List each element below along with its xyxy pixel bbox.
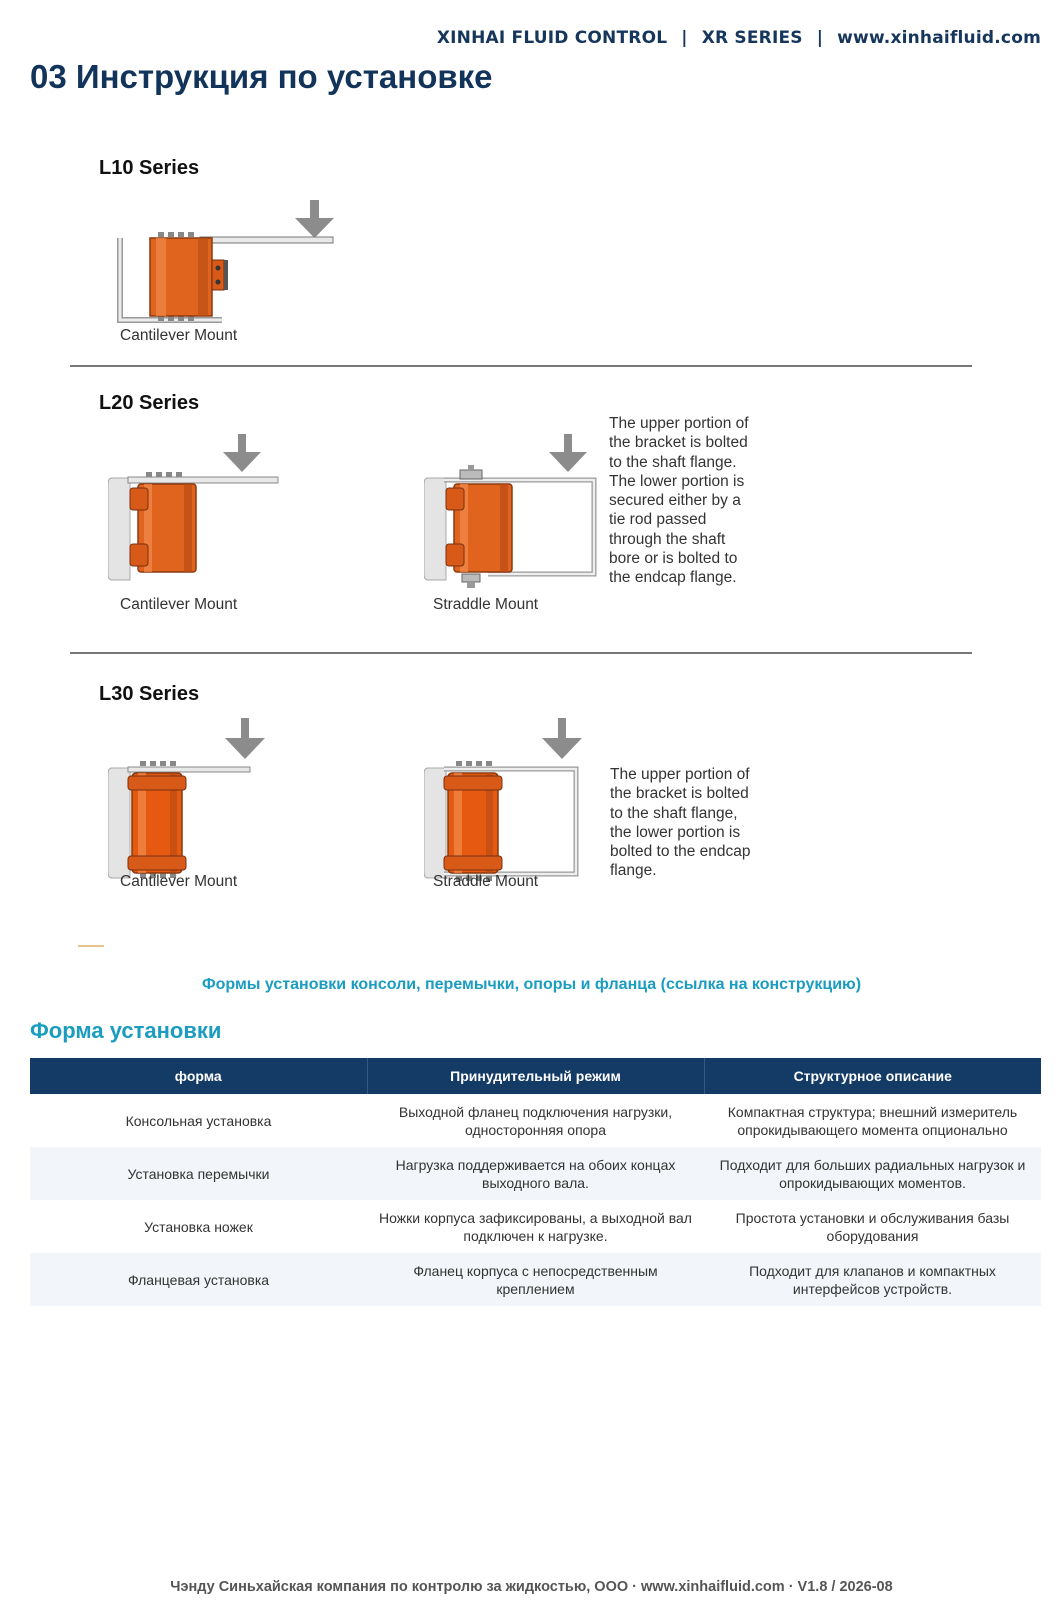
l30-straddle-description: The upper portion of the bracket is bolted to the shaft flange, the lower portion is bolted to the endcap flange. xyxy=(610,766,751,880)
table-row xyxy=(30,1253,1041,1306)
table-cell: Установка перемычки xyxy=(30,1147,367,1200)
table-row xyxy=(30,1200,1041,1253)
section-divider xyxy=(70,365,972,367)
table-row xyxy=(30,1147,1041,1200)
header-separator: | xyxy=(681,28,688,48)
table-header-cell: форма xyxy=(30,1058,367,1094)
table-header-row xyxy=(30,1058,1041,1094)
table-cell: Установка ножек xyxy=(144,1218,253,1235)
table-cell: Подходит для клапанов и компактных интерфейсов устройств. xyxy=(704,1253,1041,1306)
page-title: 03 Инструкция по установке xyxy=(30,58,493,95)
table-header-cell: Принудительный режим xyxy=(367,1058,704,1094)
table-cell: Выходной фланец подключения нагрузки, односторонняя опора xyxy=(398,1103,673,1138)
load-arrow-icon xyxy=(225,718,265,759)
l20-straddle-diagram xyxy=(424,432,600,590)
series-title-l30: L30 Series xyxy=(99,683,200,705)
table-cell: Компактная структура; внешний измеритель опрокидывающего момента опционально xyxy=(727,1103,1018,1138)
load-arrow-icon xyxy=(549,434,587,472)
section-title: Форма установки xyxy=(30,1018,222,1043)
l20-straddle-description: The upper portion of the bracket is bolted to the shaft flange. The lower portion is secured either by a tie rod passed through the shaft bore or is bolted to the endcap flange. xyxy=(609,415,749,587)
load-arrow-icon xyxy=(542,718,582,759)
page-header xyxy=(437,28,1041,48)
page-footer: Чэнду Синьхайская компания по контролю за жидкостью, ООО · www.xinhaifluid.com · V1.8 / 2026-08 xyxy=(170,1579,893,1595)
table-cell: Фланцевая установка xyxy=(30,1253,367,1306)
table-cell: Подходит для больших радиальных нагрузок и опрокидывающих моментов. xyxy=(704,1147,1041,1200)
l20-straddle-caption: Straddle Mount xyxy=(433,596,539,613)
l10-cantilever-caption: Cantilever Mount xyxy=(120,327,238,344)
l20-cantilever-caption: Cantilever Mount xyxy=(120,596,238,613)
decorative-mark xyxy=(78,945,104,947)
table-cell: Консольная установка xyxy=(125,1112,272,1129)
header-separator: | xyxy=(816,28,824,48)
figure-caption: Формы установки консоли, перемычки, опоры и фланца (ссылка на конструкцию) xyxy=(201,976,862,993)
l30-cantilever-diagram xyxy=(108,716,268,882)
load-arrow-icon xyxy=(223,434,261,472)
load-arrow-icon xyxy=(295,200,334,238)
table-cell: Нагрузка поддерживается на обоих концах выходного вала. xyxy=(367,1147,704,1200)
table-header-cell: Структурное описание xyxy=(704,1058,1041,1094)
l30-cantilever-caption: Cantilever Mount xyxy=(120,873,238,890)
header-brand: XINHAI FLUID CONTROL xyxy=(436,28,668,48)
l30-straddle-caption: Straddle Mount xyxy=(433,873,539,890)
series-title-l20: L20 Series xyxy=(99,392,200,414)
section-divider xyxy=(70,652,972,654)
table-cell: Простота установки и обслуживания базы оборудования xyxy=(735,1209,1010,1244)
l20-cantilever-diagram xyxy=(108,432,284,584)
series-title-l10: L10 Series xyxy=(99,157,200,179)
header-series: XR SERIES xyxy=(701,28,803,48)
mount-forms-table xyxy=(30,1058,1041,1306)
table-cell: Фланец корпуса с непосредственным креплением xyxy=(367,1253,704,1306)
l30-straddle-diagram xyxy=(424,716,584,882)
l10-cantilever-diagram xyxy=(110,198,346,330)
header-website[interactable]: www.xinhaifluid.com xyxy=(837,28,1041,48)
table-cell: Ножки корпуса зафиксированы, а выходной вал подключен к нагрузке. xyxy=(379,1209,692,1244)
table-row xyxy=(30,1094,1041,1147)
